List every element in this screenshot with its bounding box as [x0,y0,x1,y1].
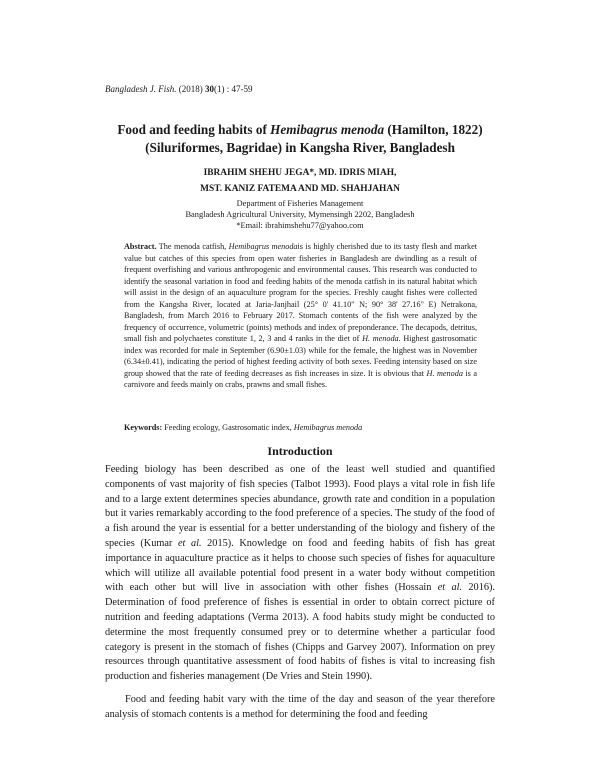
keywords-text: Feeding ecology, Gastrosomatic index, [162,423,294,432]
intro-p1-etal-1: et al. [177,537,202,549]
abstract-species-3: H. menoda [426,368,463,378]
intro-p1-text-b: 2015). Knowledge on food and feeding habits of fish has great importance in aquaculture practice as it helps to choose such species of fishes for aquaculture which will utilize all available potential food present in a water body without competition with each other but will live in association with other fishes (Hossain [105,537,496,594]
keywords-species: Hemibagrus menoda [293,423,363,432]
abstract [124,241,477,391]
authors-line-2: MST. KANIZ FATEMA AND MD. SHAHJAHAN [200,184,400,194]
abstract-species-2: H. menoda [362,334,399,343]
journal-name: Bangladesh J. Fish. [105,84,177,94]
introduction-heading: Introduction [267,444,333,458]
journal-issue-pages: (1) : 47-59 [214,84,253,94]
intro-p1-etal-2: et al. [437,582,463,594]
abstract-label: Abstract. [124,242,157,251]
abstract-text-1: The menoda catfish, [156,242,229,251]
journal-year: (2018) [178,84,203,94]
title-part2: (Hamilton, 1822) (Siluriformes, Bagridae) in Kangsha River, Bangladesh [145,122,483,155]
intro-p1-text-a: Feeding biology has been described as one of the least well studied and quantified components of vast majority of fish species (Talbot 1993). Food plays a vital role in fish life and to a large extent determines species abundance, growth rate and condition in a population but it varies remarkably according to the food preference of a species. The study of the food of a fish around the year is essential for a better understanding of the biology and fishery of the species (Kumar [105,464,495,549]
abstract-text-3: . Highest gastrosomatic index was recorded for male in September (6.90±1.03) while for the female, the highest was in November (6.34±0.41), indicating the period of highest feeding activity of both sexes. Feeding intensity based on size group showed that the rate of feeding decreases as fish increases in size. It is obvious that [124,334,477,378]
authors-line-1: IBRAHIM SHEHU JEGA*, MD. IDRIS MIAH, [203,168,397,178]
journal-volume: 30 [205,84,214,94]
affiliation-university: Bangladesh Agricultural University, Mymensingh 2202, Bangladesh [185,210,415,219]
abstract-text-4: is a carnivore and feeds mainly on crabs, prawns and small fishes. [124,368,477,389]
author-list [130,165,470,197]
abstract-species-1: Hemibagrus menoda [228,242,298,251]
intro-p1-text-c: 2016). Determination of food preference of fishes is essential in order to obtain correct picture of nutrition and feeding adaptations (Verma 2013). A food habits study might be conducted to determine the most frequently consumed prey or to determine whether a particular food category is present in the stomach of fishes (Chipps and Garvey 2007). Information on prey resources through quantitative assessment of food habits of fishes is vital to increasing fish production and fisheries management (De Vries and Stein 1990). [105,582,496,683]
title-species: Hemibagrus menoda [270,122,385,137]
intro-paragraph-2: Food and feeding habit vary with the time of the day and season of the year therefore analysis of stomach contents is a method for determining the food and feeding [105,693,495,720]
affiliation [130,198,470,231]
affiliation-department: Department of Fisheries Management [236,199,364,208]
title-part1: Food and feeding habits of [117,122,271,137]
affiliation-email: *Email: ibrahimshehu77@yahoo.com [236,221,364,230]
intro-paragraph-1 [105,463,495,685]
abstract-text-2: is is highly cherished due to its tasty flesh and market value but catches of this species from open water fisheries in Bangladesh are dwindling as a result of frequent overfishing and various anthropogenic and environmental causes. This research was conducted to identify the seasonal variation in food and feeding habits of the menoda catfish in its natural habitat which will assist in the design of an aquaculture program for the species. Freshly caught fishes were collected from the Kangsha River, located at Jaria-Janjhail (25° 0' 41.10" N; 90° 38' 27.16" E) Netrakona, Bangladesh, from March 2016 to February 2017. Stomach contents of the fish were analyzed by the frequency of occurrence, volumetric (points) methods and index of preponderance. The decapods, detritus, small fish and polychaetes constitute 1, 2, 3 and 4 ranks in the diet of [124,242,478,343]
keywords [124,423,477,432]
journal-citation [105,84,253,94]
introduction-body [105,463,495,731]
keywords-label: Keywords: [124,423,163,432]
paper-title [90,121,510,157]
